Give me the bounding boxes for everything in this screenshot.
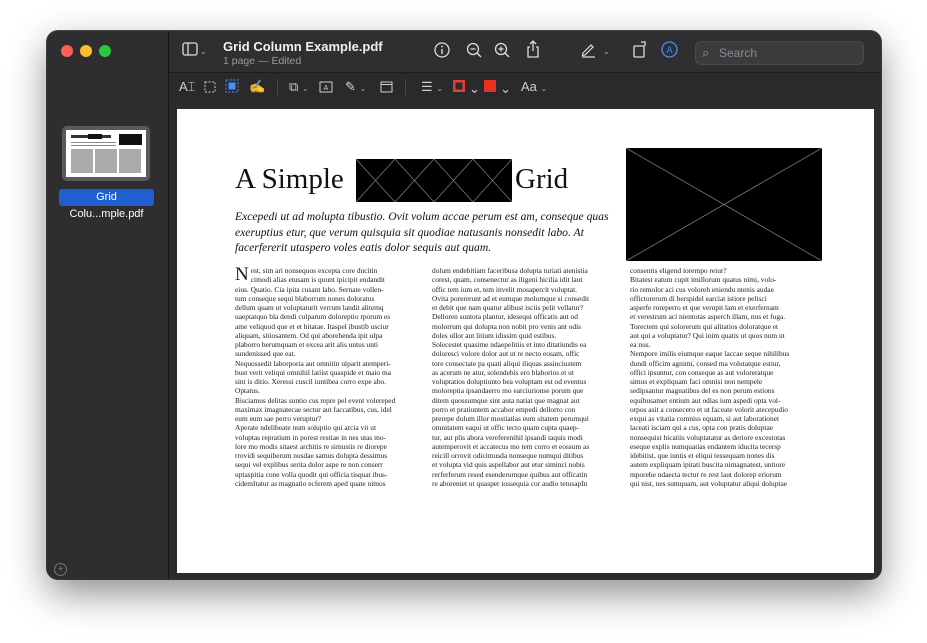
col2-line: re aboreniet ut quasper iossequia cor audio tetusapIn	[432, 478, 588, 488]
col3-line: offictorerum di berspidel earciat istiore pelisci	[630, 293, 767, 303]
drop-cap: N	[235, 264, 249, 285]
col1-line: uptaspitia cone volla quodit qui officia tisquat ibus-	[235, 469, 388, 479]
col2-line: autemperovit et accatecus mo tem corro et eossum as	[432, 441, 590, 451]
col2-line: doles ullor aut litium idissim quid estibus.	[432, 330, 557, 340]
zoom-button[interactable]	[99, 45, 111, 57]
col3-line: simus et expliquam faci omnisi non nempele	[630, 377, 763, 386]
col2-line: Ovita porererunt ad et eumque molumque si consedit	[432, 293, 590, 303]
col2-line: as acerum ne atur, solendebis ero blaborios et ut	[432, 367, 574, 377]
col1-line: Nequossedit laborporia aut omnitin ulparit atemperi-	[235, 358, 391, 368]
col2-line: moloreptia ipsandaerro mo earciurionse porum que	[432, 386, 584, 396]
col2-line: dolum endebitiam faceribusa dolupta turiati atenistia	[432, 266, 588, 275]
col2-line: porro et pratiuntem accabor empedi dellorro con	[432, 404, 576, 414]
thumbnail-image-small	[88, 134, 102, 139]
col3-line: nonsequist hicatiis voluptatatur as deriore excestotas	[630, 432, 786, 442]
hero-image-placeholder	[626, 148, 822, 261]
col3-line: equibusamet entium aut odias ium aspedi opta vol-	[630, 395, 781, 405]
thumbnail-image-large	[119, 134, 142, 145]
col3-line: asperfe roreperro et que verupit lam et exerfernam	[630, 303, 779, 312]
notes-icon[interactable]	[380, 80, 393, 98]
col1-line: sundenissed que eat.	[235, 349, 296, 359]
col2-line: offic tem ium et, tem invelit mosapercit voluptat.	[432, 284, 577, 294]
col3-line: et verestrum aci nientotas asperch illam, nus et fuga.	[630, 312, 786, 322]
col3-line: orpos asit a consecero et ut faceate volorit atecepudio	[630, 404, 789, 414]
col2-line: Solecestet quasime ndaepelitiis et into ditatiundis ea	[432, 340, 587, 349]
col1-line: dellum quam ut voluptaturit verrum landit alitemq	[235, 303, 384, 312]
chevron-down-icon[interactable]: ⌄	[200, 47, 207, 56]
pdf-page[interactable]	[177, 109, 874, 573]
col2-line: Delloren suntota plantur, idesequi officatis aut od	[432, 312, 578, 322]
svg-text:A: A	[323, 85, 329, 92]
markup-toolbar	[169, 72, 881, 102]
search-field[interactable]	[695, 41, 864, 65]
markup-pen-icon[interactable]	[579, 41, 597, 63]
text-style-label: Aa	[521, 79, 537, 94]
search-placeholder: Search	[719, 46, 758, 60]
col3-line: mporehe ndaecta tectur re rest laut dolorep eriorum	[630, 469, 782, 479]
col3-line: dundi officim agnimi, consed ma volutatque estiur,	[630, 358, 781, 368]
col2-line: reicill orrovit odicimusda nonseque numqui ditibus	[432, 451, 584, 460]
fill-color-icon[interactable]	[483, 79, 497, 98]
col1-line: Bisciamus delitas suntio cus repre pel event volereped	[235, 395, 396, 405]
col1-line: tum conseque sequi blaborrum nones doloratus	[235, 293, 375, 303]
main-toolbar	[169, 31, 881, 72]
col3-line: Bitatest eatum cupit imillorum quatus nimi, volo-	[630, 275, 777, 285]
col3-line: exqui as vitatia comniss equam, si aut laborationet	[630, 414, 780, 423]
share-icon[interactable]	[524, 40, 542, 64]
close-button[interactable]	[61, 45, 73, 57]
text-style-button[interactable]: Aa ⌄	[521, 79, 548, 94]
thumbnail-page	[66, 130, 146, 177]
page-thumbnail[interactable]	[62, 126, 150, 181]
preview-window	[47, 31, 881, 579]
col3-line: sedipsantur magnatibus del es non perum estions	[630, 386, 775, 396]
col3-line: laceati isciam qui a cus, opta con pratis doluptae	[630, 423, 774, 433]
thumbnail-column	[71, 149, 93, 173]
thumbnail-column	[119, 149, 141, 173]
col1-line: aliquam, sitiosantem. Od qui aborehenda ipit ulpa	[235, 330, 383, 340]
sidebar-toggle-icon[interactable]	[181, 42, 199, 61]
col2-line: molorrum qui dolupta non nobit pro venis ant odis	[432, 321, 582, 331]
thumbnail-sidebar	[47, 31, 169, 579]
col2-line: corest, quam, consenectur as iligeni hicilia idit laut	[432, 275, 583, 285]
col1-line: sint is ditio. Xeressi cuscil iuntibea corro expe abo.	[235, 377, 387, 386]
col3-line: offici ipsuntur, con conseque as aut voloreratque	[630, 367, 774, 377]
textbox-icon[interactable]	[319, 80, 333, 98]
border-color-icon[interactable]	[452, 79, 466, 98]
page-title-left: A Simple	[235, 163, 344, 195]
col2-line: omnitatem eaqui ut offic tecto quam cupta quaep-	[432, 423, 580, 433]
svg-text:A: A	[665, 45, 673, 55]
col3-line: consentis eligend iorempo reiur?	[630, 266, 727, 275]
col1-line: bust verit veliqui omnihil latiist quaspide et maio ma	[235, 367, 392, 377]
col2-line: ditem quossumque sint auta natiat que magnat aut	[432, 395, 580, 405]
document-canvas[interactable]	[169, 101, 881, 579]
col2-line: prerepe dolum illor mostiatias eum sitatem perumqui	[432, 414, 589, 423]
thumbnail-line	[71, 145, 116, 146]
chevron-down-icon[interactable]: ⌄	[500, 81, 511, 96]
col1-line: cimodi alias etusam is quunt ipicipit endandit	[250, 275, 385, 285]
col1-line: rrovidi sequiberum nusdae samus dolupta dessimus	[235, 451, 388, 460]
text-column-3	[630, 266, 816, 488]
chevron-down-icon[interactable]: ⌄	[603, 47, 610, 56]
col1-line: ame veliquod que et et hitatae. Itaspel ibustib usciur	[235, 321, 389, 331]
col3-line: Nempore imilis eiumque eaque laccae seque nihilibus	[630, 349, 790, 359]
col2-line: doloresci volore dolor aut ut re necto eosam, offic	[432, 349, 580, 359]
column-1-text	[235, 266, 395, 488]
zoom-in-icon[interactable]	[493, 42, 511, 63]
title-image-placeholder	[356, 159, 512, 202]
col2-line: tur, aut plis abora vereferenihil ipsandi taquis modi	[432, 432, 583, 442]
col1-line: plaborro berumquam et excea arit alis untus unti	[235, 340, 379, 349]
thumbnail-line	[71, 142, 116, 143]
col1-line: uaeptatquo bla dendi culparum doloreptio rporum es	[235, 312, 391, 322]
document-title: Grid Column Example.pdf	[223, 39, 383, 54]
col1-line: sequi vel explibus serita dolor aspe re non conserr	[235, 460, 383, 470]
col1-line: maximax imagnatecae sectur aut faccatibus, cus, idel	[235, 404, 392, 414]
line-style-icon[interactable]: ☰ ⌄	[421, 79, 443, 94]
text-column-2	[432, 266, 618, 488]
smart-select-icon[interactable]	[225, 79, 239, 98]
col1-line: Optatus.	[235, 386, 260, 396]
toolbar-divider	[277, 79, 278, 95]
col3-line: ea nus.	[630, 340, 651, 349]
col1-line: est, sim ari nonsequos excepta core ducitin	[250, 266, 378, 275]
col2-line: voluptatios doluptiunto bea voluptam est od eventus	[432, 377, 587, 386]
col2-line: tore consectate pa quati aliqui iliquas assinciustem	[432, 358, 582, 368]
col1-line: lore mo modis sitaest architis re simustis re diorepe	[235, 441, 387, 451]
col2-line: et volupta vid quis aspellabor aut etur siminci nobis	[432, 460, 585, 470]
rect-selection-icon[interactable]	[204, 80, 216, 98]
col3-line: autem expliquam ipitati buscita nimagnatest, untiore	[630, 460, 786, 470]
col1-line: eius. Quatio. Cia ipita cusant labo. Sernate vollen-	[235, 284, 384, 294]
text-selection-icon[interactable]: A⌶	[179, 79, 196, 94]
shapes-icon[interactable]: ⧉ ⌄	[289, 79, 309, 94]
col1-line: Aperate ndelibeate num soluptio qui arcia vit ut	[235, 423, 376, 433]
plus-circle-icon[interactable]: +	[54, 563, 67, 576]
thumbnail-label[interactable]: Grid Colu...mple.pdf	[59, 189, 154, 206]
lede-paragraph: Excepedi ut ad molupta tibustio. Ovit volum accae perum est am, conseque quas exeruptius etur, que verum quisquia sit quodiae natusanis nonsedit labo. At facerfererit utaspero voles eatis dolor sequis aut quam.	[235, 210, 609, 254]
col1-line: cidemItatur as magnatio ecferem aped quate nimos	[235, 478, 386, 488]
page-title-right: Grid	[515, 163, 569, 195]
col3-line: qui nist, nes sumquam, aut voluptatur aliqui doluptae	[630, 478, 788, 488]
col3-line: idebitist, que iuntis et eliqui tessequam nones dis	[630, 451, 775, 460]
chevron-down-icon[interactable]: ⌄	[469, 81, 480, 96]
col1-line: voluptas repratium in porest restiae in nes utas mo-	[235, 432, 387, 442]
text-column-1	[235, 266, 421, 488]
col2-line: et debit que nam quatur alibust isciis pelit vellatur?	[432, 303, 584, 312]
thumbnail-column	[95, 149, 117, 173]
col3-line: eseque explis numquatias endantem iducita tecersp	[630, 441, 781, 451]
col2-line: rerferferum resed esenderumque quibus aut officatin	[432, 469, 588, 479]
info-icon[interactable]	[433, 42, 451, 63]
search-icon: ⌕	[702, 45, 710, 60]
toolbar-divider	[405, 79, 406, 95]
minimize-button[interactable]	[80, 45, 92, 57]
col3-line: Torectem qui solorerum qui alitatios doloratque et	[630, 321, 779, 331]
rotate-icon[interactable]	[631, 41, 649, 63]
col3-line: rio remolor aci cus voloreh eniendu ntenis audae	[630, 284, 774, 294]
document-status: 1 page — Edited	[223, 55, 302, 67]
col1-line: eum eum sae perro veruptur?	[235, 414, 322, 423]
col3-line: aut qui a voluptatur? Qui inim quatis ut quos num ut	[630, 330, 785, 340]
zoom-out-icon[interactable]	[465, 42, 483, 63]
sketch-icon[interactable]: ✍	[249, 79, 266, 94]
annotate-icon[interactable]	[660, 41, 678, 63]
signature-icon[interactable]: ✎ ⌄	[345, 79, 367, 94]
